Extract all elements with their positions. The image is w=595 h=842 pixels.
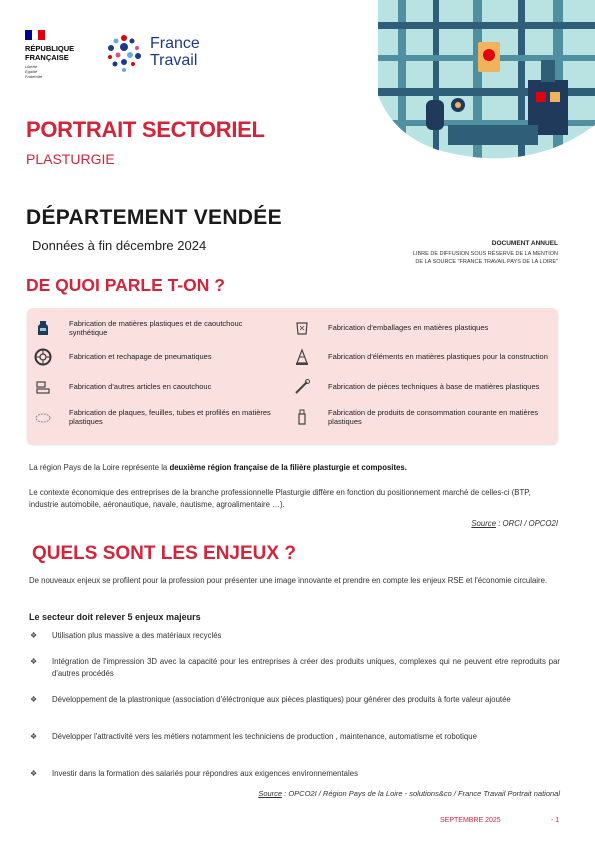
- rf-name-line2: FRANÇAISE: [25, 53, 69, 62]
- diamond-bullet-icon: ❖: [30, 769, 38, 778]
- document-note-line1: LIBRE DE DIFFUSION SOUS RÉSERVE DE LA MENTION: [412, 251, 558, 257]
- diamond-bullet-icon: ❖: [30, 631, 38, 640]
- source-text: : ORCI / OPCO2I: [496, 519, 558, 528]
- sector-item: [292, 347, 552, 367]
- sector-item: [33, 318, 273, 338]
- sector-item: [33, 347, 273, 367]
- enjeu-text: Développement de la plastronique (association d'éléctronique aux pièces plastiques) pour générer des produits à forte valeur ajoutée: [52, 695, 511, 704]
- list-item: [30, 731, 560, 743]
- document-note-title: DOCUMENT ANNUEL: [491, 240, 558, 247]
- sector-item: [292, 407, 552, 427]
- document-note: [338, 240, 558, 266]
- sector-item-label: Fabrication de pièces techniques à base de matières plastiques: [328, 382, 540, 392]
- tire-icon: [33, 347, 53, 367]
- enjeu-text: Intégration de l'impression 3D avec la capacité pour les entreprises à créer des produits uniques, complexes qui ne peuvent etre reproduits par d'autres procédés: [52, 657, 560, 678]
- enjeu-text: Développer l'attractivité vers les métiers notamment les techniciens de production , maintenance, automatisme et robotique: [52, 732, 477, 741]
- france-travail-logo: [102, 30, 200, 74]
- enjeux-subheading: Le secteur doit relever 5 enjeux majeurs: [29, 612, 201, 622]
- section-heading-enjeux: QUELS SONT LES ENJEUX ?: [32, 543, 296, 564]
- sector-item: [33, 377, 273, 397]
- department-title: DÉPARTEMENT VENDÉE: [26, 206, 282, 229]
- packaging-icon: [292, 318, 312, 338]
- source-label: Source: [258, 789, 283, 798]
- sector-item-label: Fabrication d'autres articles en caoutchouc: [69, 382, 212, 392]
- context-p1-prefix: La région Pays de la Loire représente la: [29, 463, 170, 472]
- page-subtitle: PLASTURGIE: [26, 151, 115, 167]
- sector-item-label: Fabrication de plaques, feuilles, tubes et profilés en matières plastiques: [69, 407, 271, 426]
- page-title: PORTRAIT SECTORIEL: [26, 117, 265, 142]
- sector-item: [292, 377, 552, 397]
- enjeu-text: Investir dans la formation des salariés pour répondres aux exigences environnementales: [52, 769, 358, 778]
- rf-name-line1: RÉPUBLIQUE: [25, 44, 75, 53]
- france-travail-dots-icon: [102, 30, 146, 74]
- source-text: : OPCO2I / Région Pays de la Loire - solutions&co / France Travail Portrait national: [282, 789, 560, 798]
- france-travail-line1: France: [150, 35, 200, 52]
- context-source: [471, 519, 558, 528]
- consumer-products-icon: [292, 407, 312, 427]
- list-item: [30, 768, 560, 780]
- sector-item-label: Fabrication d'éléments en matières plastiques pour la construction: [328, 352, 548, 362]
- page-number: - 1: [551, 817, 560, 824]
- list-item: [30, 630, 560, 642]
- sector-item: [292, 318, 552, 338]
- list-item: [30, 656, 560, 680]
- diamond-bullet-icon: ❖: [30, 657, 38, 666]
- enjeux-intro: De nouveaux enjeux se profilent pour la profession pour présenter une image innovante et prendre en compte les enjeux RSE et l'économie circulaire.: [29, 576, 548, 585]
- plastic-sheet-icon: [33, 407, 53, 427]
- technical-part-icon: [292, 377, 312, 397]
- france-travail-line2: Travail: [150, 52, 198, 69]
- section-heading-quoi: DE QUOI PARLE T-ON ?: [26, 275, 225, 295]
- context-p1-highlight: deuxième région française de la filière plasturgie et composites.: [169, 463, 407, 472]
- diamond-bullet-icon: ❖: [30, 695, 38, 704]
- bottle-icon: [33, 318, 53, 338]
- industrial-pipes-illustration: [378, 0, 595, 160]
- footer-date: SEPTEMBRE 2025: [440, 817, 501, 824]
- context-paragraph-2: Le contexte économique des entreprises de la branche professionnelle Plasturgie diffère en fonction du positionnement marché de celles-ci (BTP, industrie automobile, aéronautique, navale, nautisme, agroalimentaire …).: [29, 488, 531, 509]
- sector-item: [33, 407, 273, 427]
- french-flag-icon: [25, 30, 45, 40]
- rubber-parts-icon: [33, 377, 53, 397]
- enjeux-source: [258, 789, 560, 798]
- enjeu-text: Utilisation plus massive a des matériaux recyclés: [52, 631, 222, 640]
- sector-item-label: Fabrication et rechapage de pneumatiques: [69, 352, 212, 362]
- list-item: [30, 694, 560, 706]
- source-label: Source: [471, 519, 497, 528]
- document-note-line2: DE LA SOURCE "FRANCE TRAVAIL PAYS DE LA LOIRE": [415, 259, 558, 265]
- sector-item-label: Fabrication de matières plastiques et de caoutchouc synthétique: [69, 318, 243, 337]
- data-date: Données à fin décembre 2024: [32, 238, 207, 253]
- sector-item-label: Fabrication de produits de consommation courante en matières plastiques: [328, 407, 539, 426]
- republique-francaise-logo: [25, 30, 95, 79]
- context-paragraph-1: [29, 462, 559, 474]
- sector-activities-box: [27, 308, 558, 444]
- rf-motto: Liberté Égalité Fraternité: [25, 64, 43, 79]
- construction-cone-icon: [292, 347, 312, 367]
- sector-item-label: Fabrication d'emballages en matières plastiques: [328, 323, 489, 333]
- diamond-bullet-icon: ❖: [30, 732, 38, 741]
